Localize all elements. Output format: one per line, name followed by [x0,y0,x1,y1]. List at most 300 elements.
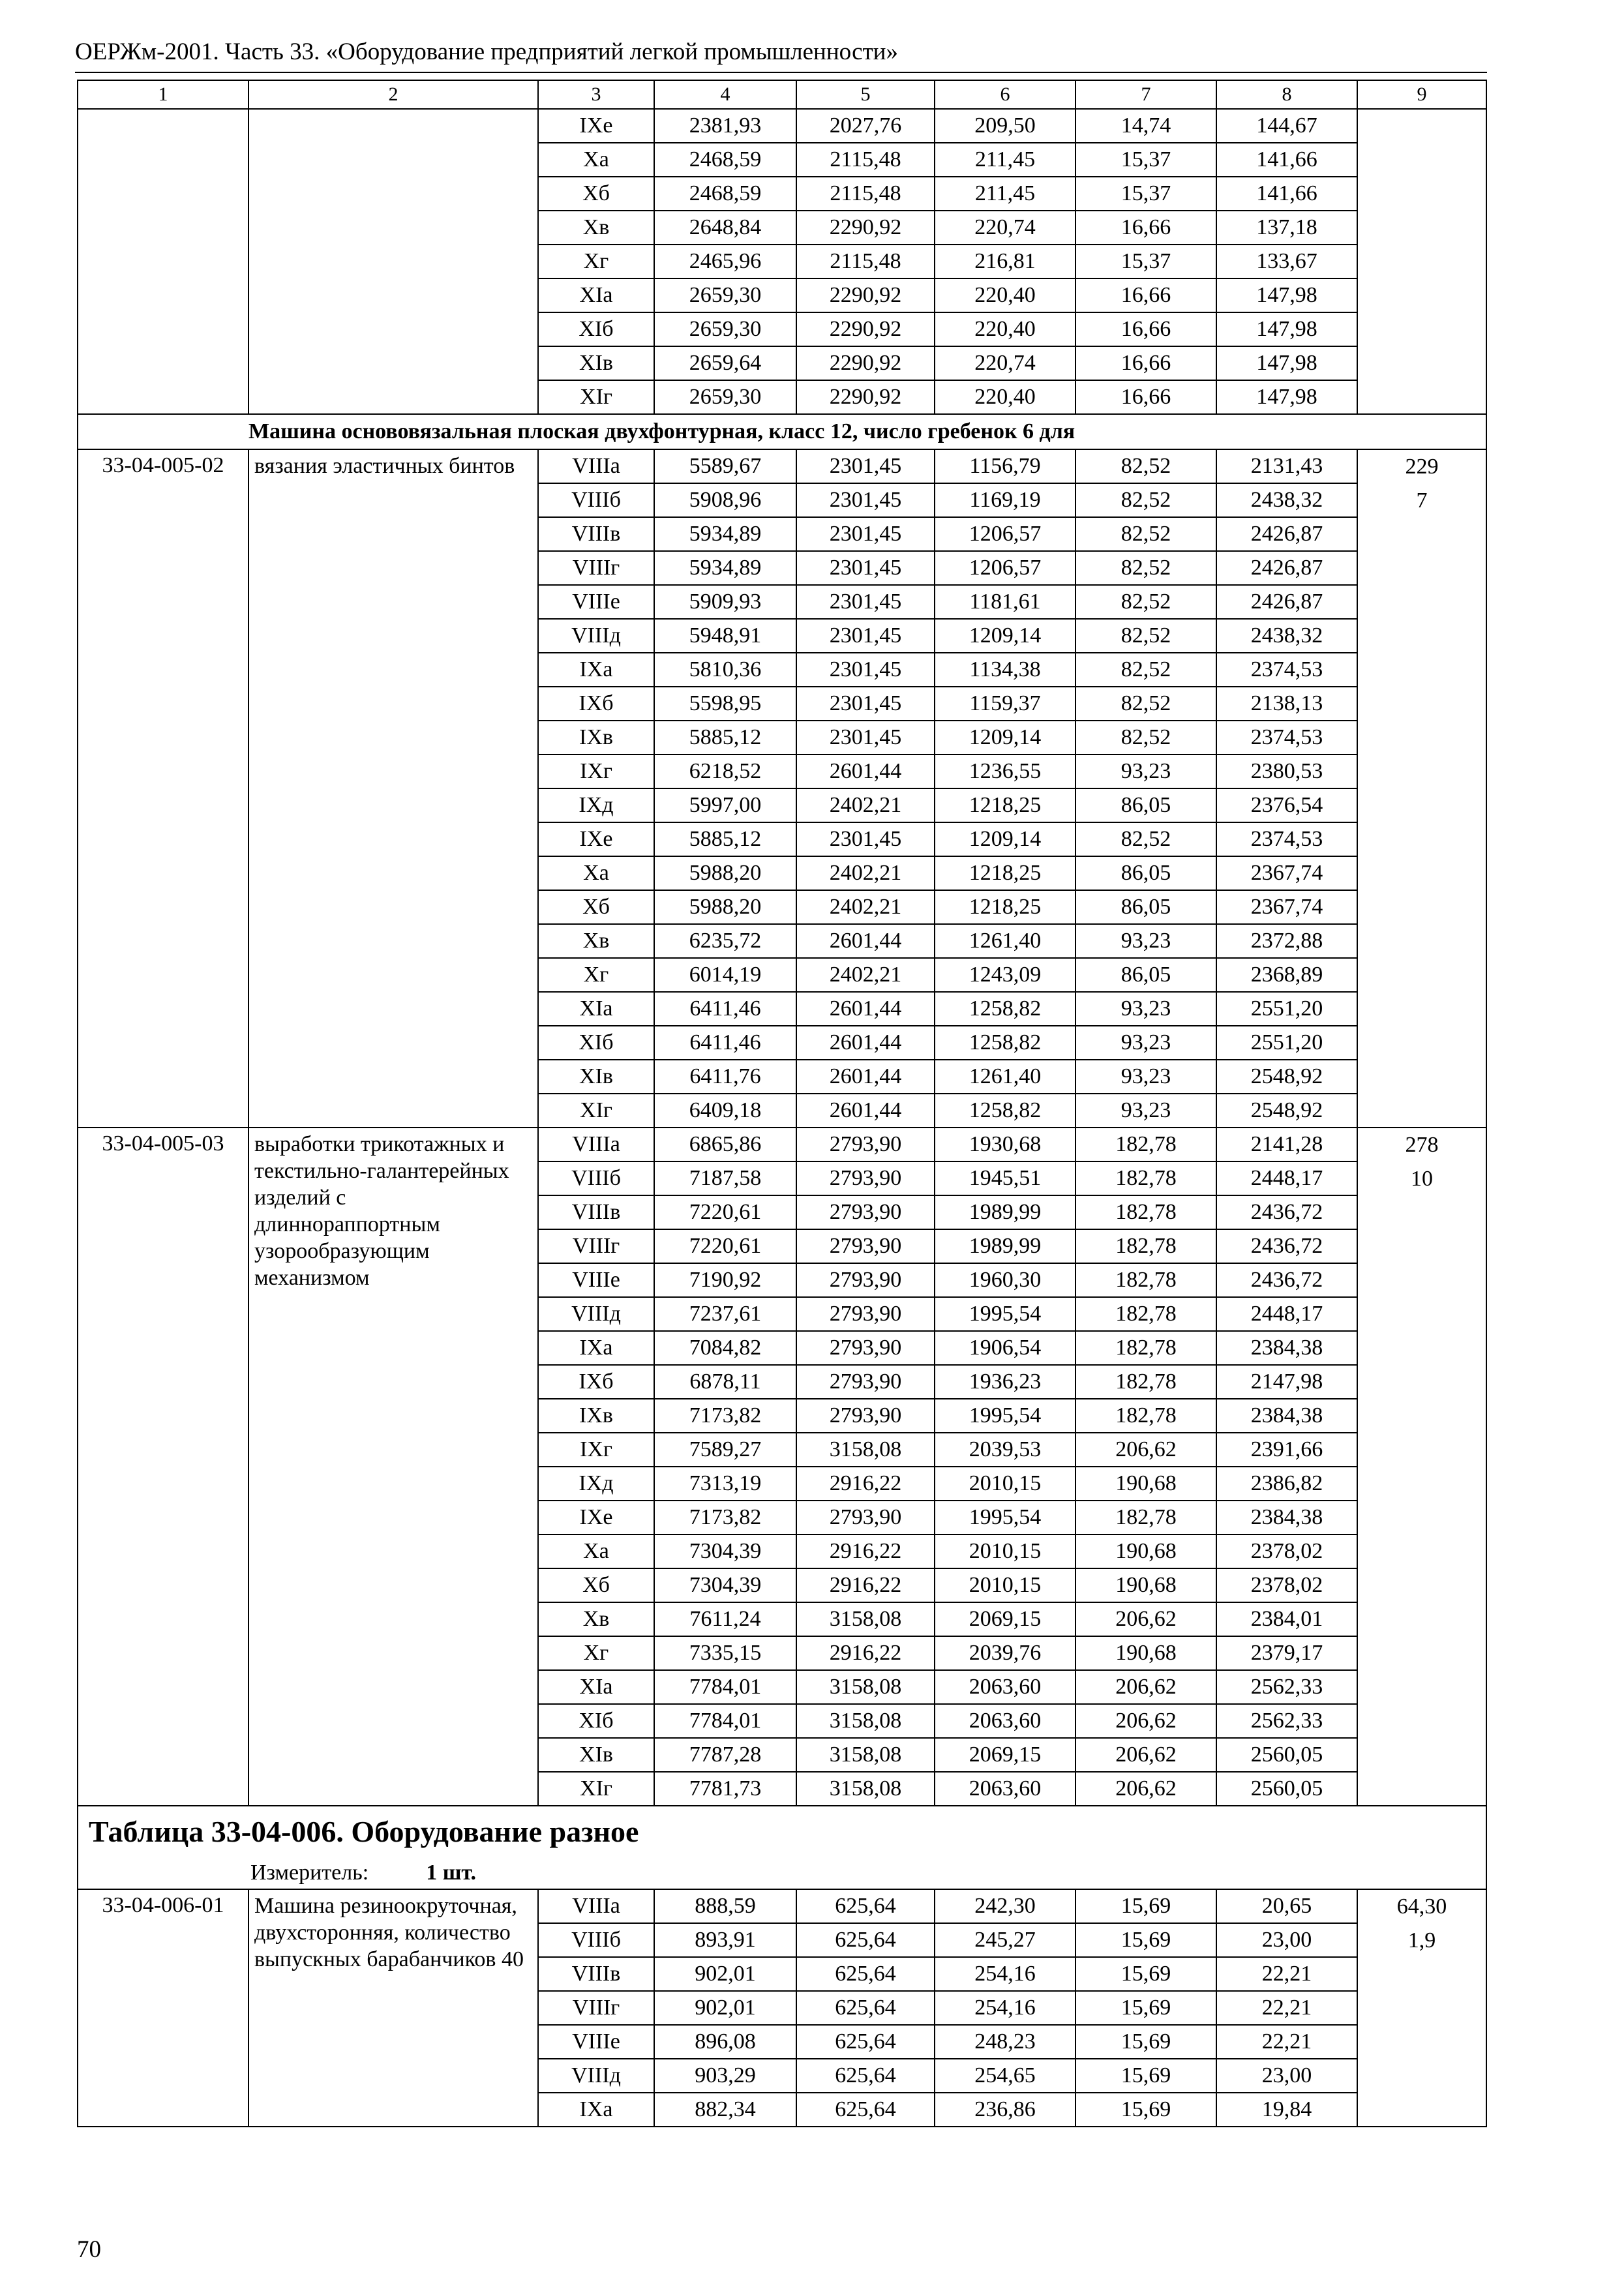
table-cell-value: 893,91 [654,1923,796,1957]
table-cell-value: 6218,52 [654,755,796,788]
table-cell-value: 2436,72 [1216,1195,1357,1229]
table-cell-value: 2601,44 [796,755,935,788]
table-cell-value: 93,23 [1075,924,1216,958]
row-code: 33-04-005-03 [78,1128,248,1806]
table-cell-region: XIа [538,278,654,312]
table-cell-value: 82,52 [1075,483,1216,517]
table-cell-value: 7787,28 [654,1738,796,1772]
table-cell-value: 1169,19 [935,483,1075,517]
table-cell-value: 182,78 [1075,1297,1216,1331]
table-cell-value: 2465,96 [654,245,796,278]
table-cell-value: 242,30 [935,1889,1075,1923]
table-cell-value: 19,84 [1216,2093,1357,2127]
table-cell-value: 2290,92 [796,346,935,380]
table-cell-value: 2374,53 [1216,721,1357,755]
table-cell-value: 82,52 [1075,585,1216,619]
table-cell-value: 2916,22 [796,1534,935,1568]
table-cell-value: 2551,20 [1216,992,1357,1026]
table-cell-value: 93,23 [1075,1026,1216,1060]
table-cell-value: 2301,45 [796,822,935,856]
table-cell-value: 2131,43 [1216,449,1357,483]
table-cell-value: 220,40 [935,278,1075,312]
table-cell-value: 7190,92 [654,1263,796,1297]
table-cell-value: 15,37 [1075,177,1216,211]
table-cell-region: XIб [538,312,654,346]
measure-label: Измеритель: [250,1861,369,1885]
table-cell-value: 2560,05 [1216,1738,1357,1772]
table-cell-value: 2384,38 [1216,1331,1357,1365]
table-cell-value: 7187,58 [654,1161,796,1195]
table-cell-region: Xб [538,177,654,211]
table-cell-value: 5885,12 [654,822,796,856]
table-cell-region: XIг [538,1772,654,1806]
table-cell-value: 2010,15 [935,1568,1075,1602]
table-cell-value: 5598,95 [654,687,796,721]
table-cell-value: 2916,22 [796,1467,935,1501]
machine-heading-row [78,414,1486,449]
table-cell-region: VIIIб [538,483,654,517]
table-cell-value: 1960,30 [935,1263,1075,1297]
table-cell-region: VIIIа [538,1128,654,1161]
row-code: 33-04-006-01 [78,1889,248,2127]
table-cell-region: XIг [538,1094,654,1128]
table-cell-value: 93,23 [1075,992,1216,1026]
table-cell-value: 2069,15 [935,1738,1075,1772]
table-cell-value: 14,74 [1075,109,1216,143]
table-cell-value: 86,05 [1075,958,1216,992]
table-cell-value: 2562,33 [1216,1704,1357,1738]
table-row [78,1128,1486,1161]
running-header: ОЕРЖм-2001. Часть 33. «Оборудование предприятий легкой промышленности» [75,38,898,65]
resource-cell [1357,109,1486,414]
resource-value: 229 [1405,455,1439,479]
table-cell-value: 206,62 [1075,1738,1216,1772]
table-cell-value: 216,81 [935,245,1075,278]
table-cell-value: 3158,08 [796,1772,935,1806]
table-cell-value: 896,08 [654,2025,796,2059]
table-cell-value: 1181,61 [935,585,1075,619]
table-cell-value: 141,66 [1216,143,1357,177]
table-cell-value: 82,52 [1075,517,1216,551]
table-cell-value: 2601,44 [796,924,935,958]
table-cell-region: VIIIа [538,449,654,483]
table-cell-value: 3158,08 [796,1738,935,1772]
table-cell-value: 2368,89 [1216,958,1357,992]
table-cell-value: 7220,61 [654,1229,796,1263]
table-cell-value: 625,64 [796,2025,935,2059]
table-cell-value: 15,37 [1075,143,1216,177]
table-title-row [78,1806,1486,1857]
table-cell-region: IXе [538,822,654,856]
table-cell-value: 2436,72 [1216,1229,1357,1263]
table-cell-value: 2793,90 [796,1263,935,1297]
table-cell-value: 82,52 [1075,721,1216,755]
table-cell-region: VIIIг [538,1991,654,2025]
table-cell-value: 182,78 [1075,1365,1216,1399]
table-cell-value: 2560,05 [1216,1772,1357,1806]
table-row [78,449,1486,483]
table-cell-value: 220,40 [935,380,1075,414]
table-cell-value: 2659,30 [654,312,796,346]
table-title: Таблица 33-04-006. Оборудование разное [78,1806,1486,1857]
table-cell-value: 2374,53 [1216,822,1357,856]
table-cell-value: 7173,82 [654,1399,796,1433]
table-cell-value: 2063,60 [935,1772,1075,1806]
table-cell-value: 144,67 [1216,109,1357,143]
table-cell-region: IXа [538,2093,654,2127]
table-cell-value: 7304,39 [654,1568,796,1602]
table-cell-value: 2391,66 [1216,1433,1357,1467]
table-cell-value: 15,69 [1075,1923,1216,1957]
table-cell-value: 15,69 [1075,1991,1216,2025]
table-cell-region: Xа [538,856,654,890]
table-cell-value: 1218,25 [935,890,1075,924]
table-cell-value: 2659,30 [654,278,796,312]
table-cell-value: 5589,67 [654,449,796,483]
table-cell-region: IXб [538,687,654,721]
table-cell-value: 137,18 [1216,211,1357,245]
table-cell-value: 2402,21 [796,958,935,992]
table-cell-value: 7313,19 [654,1467,796,1501]
resource-cell [1357,1128,1486,1806]
table-cell-value: 2793,90 [796,1297,935,1331]
table-cell-value: 882,34 [654,2093,796,2127]
table-cell-value: 2438,32 [1216,483,1357,517]
table-cell-value: 2426,87 [1216,551,1357,585]
table-cell-value: 206,62 [1075,1772,1216,1806]
table-cell-value: 1261,40 [935,1060,1075,1094]
table-cell-region: Xв [538,211,654,245]
row-name: вязания эластичных бинтов [248,449,538,1128]
table-cell-value: 20,65 [1216,1889,1357,1923]
table-cell-value: 7781,73 [654,1772,796,1806]
table-cell-value: 2115,48 [796,245,935,278]
table-cell-value: 1218,25 [935,856,1075,890]
table-cell-value: 15,37 [1075,245,1216,278]
table-cell-value: 1159,37 [935,687,1075,721]
table-cell-value: 1930,68 [935,1128,1075,1161]
table-cell-value: 2426,87 [1216,517,1357,551]
table-cell-value: 625,64 [796,1889,935,1923]
table-cell-value: 220,40 [935,312,1075,346]
table-cell-value: 2290,92 [796,380,935,414]
table-cell-value: 2381,93 [654,109,796,143]
row-code: 33-04-005-02 [78,449,248,1128]
table-cell-value: 2468,59 [654,143,796,177]
table-row [78,109,1486,143]
table-cell-value: 2374,53 [1216,653,1357,687]
table-cell-value: 5934,89 [654,551,796,585]
table-cell-value: 236,86 [935,2093,1075,2127]
table-cell-value: 7784,01 [654,1704,796,1738]
table-cell-value: 6878,11 [654,1365,796,1399]
table-cell-value: 2290,92 [796,312,935,346]
table-cell-value: 82,52 [1075,619,1216,653]
table-cell-value: 1206,57 [935,551,1075,585]
table-cell-value: 2063,60 [935,1704,1075,1738]
table-cell-value: 211,45 [935,177,1075,211]
table-cell-value: 15,69 [1075,2025,1216,2059]
table-cell-value: 2301,45 [796,551,935,585]
table-cell-value: 1209,14 [935,619,1075,653]
table-cell-value: 5810,36 [654,653,796,687]
table-cell-value: 2301,45 [796,449,935,483]
table-cell-region: VIIIг [538,551,654,585]
table-cell-region: VIIIв [538,1195,654,1229]
table-cell-value: 2562,33 [1216,1670,1357,1704]
table-cell-value: 1134,38 [935,653,1075,687]
table-cell-value: 254,16 [935,1957,1075,1991]
table-cell-value: 2378,02 [1216,1534,1357,1568]
table-cell-value: 182,78 [1075,1263,1216,1297]
table-cell-value: 2793,90 [796,1229,935,1263]
table-cell-value: 2290,92 [796,278,935,312]
table-cell-value: 15,69 [1075,1957,1216,1991]
table-cell-region: IXг [538,755,654,788]
column-number-row [78,80,1486,109]
table-cell-value: 5948,91 [654,619,796,653]
table-cell-region: IXв [538,1399,654,1433]
table-cell-value: 190,68 [1075,1636,1216,1670]
table-cell-region: Xа [538,1534,654,1568]
table-cell-value: 190,68 [1075,1467,1216,1501]
table-cell-value: 2601,44 [796,1026,935,1060]
table-cell-value: 2402,21 [796,856,935,890]
table-cell-value: 2039,53 [935,1433,1075,1467]
measure-cell [78,1857,1486,1889]
machine-heading [78,414,1486,449]
table-cell-value: 182,78 [1075,1195,1216,1229]
table-cell-value: 625,64 [796,2093,935,2127]
resource-cell [1357,449,1486,1128]
table-cell-value: 7335,15 [654,1636,796,1670]
resource-value: 7 [1416,488,1428,513]
table-cell-value: 16,66 [1075,380,1216,414]
table-cell-value: 182,78 [1075,1501,1216,1534]
column-number: 4 [654,80,796,109]
table-cell-region: Xв [538,1602,654,1636]
table-cell-value: 245,27 [935,1923,1075,1957]
table-cell-value: 625,64 [796,1957,935,1991]
table-cell-value: 2601,44 [796,1060,935,1094]
resource-value: 1,9 [1407,1928,1436,1952]
column-number: 5 [796,80,935,109]
table-cell-value: 2376,54 [1216,788,1357,822]
table-cell-value: 2147,98 [1216,1365,1357,1399]
table-cell-value: 2551,20 [1216,1026,1357,1060]
table-cell-region: XIв [538,1060,654,1094]
table-cell-value: 1236,55 [935,755,1075,788]
table-cell-value: 22,21 [1216,1991,1357,2025]
table-cell-value: 133,67 [1216,245,1357,278]
table-cell-value: 182,78 [1075,1399,1216,1433]
measure-value: 1 шт. [426,1861,477,1885]
table-cell-region: IXг [538,1433,654,1467]
table-cell-value: 625,64 [796,2059,935,2093]
price-table [77,80,1487,2127]
table-cell-value: 5885,12 [654,721,796,755]
table-cell-value: 22,21 [1216,1957,1357,1991]
table-cell-value: 254,16 [935,1991,1075,2025]
table-cell-value: 22,21 [1216,2025,1357,2059]
table-cell-value: 16,66 [1075,312,1216,346]
table-cell-value: 2438,32 [1216,619,1357,653]
table-cell-value: 2436,72 [1216,1263,1357,1297]
table-cell-value: 23,00 [1216,1923,1357,1957]
table-cell-region: Xв [538,924,654,958]
table-cell-region: Xг [538,958,654,992]
table-cell-value: 2069,15 [935,1602,1075,1636]
table-cell-value: 1995,54 [935,1501,1075,1534]
table-cell-value: 190,68 [1075,1534,1216,1568]
table-cell-value: 93,23 [1075,1094,1216,1128]
table-cell-value: 2402,21 [796,788,935,822]
table-cell-value: 3158,08 [796,1602,935,1636]
table-cell-value: 2916,22 [796,1568,935,1602]
table-cell-region: VIIIв [538,1957,654,1991]
table-cell-value: 206,62 [1075,1433,1216,1467]
table-cell-value: 2384,38 [1216,1501,1357,1534]
table-cell-value: 2448,17 [1216,1297,1357,1331]
table-cell-value: 206,62 [1075,1602,1216,1636]
table-row [78,1889,1486,1923]
table-cell-value: 82,52 [1075,687,1216,721]
table-cell-value: 7084,82 [654,1331,796,1365]
table-cell-value: 211,45 [935,143,1075,177]
row-name [248,109,538,414]
table-cell-value: 2301,45 [796,619,935,653]
table-cell-value: 625,64 [796,1991,935,2025]
table-cell-value: 902,01 [654,1957,796,1991]
table-cell-value: 141,66 [1216,177,1357,211]
table-cell-value: 2793,90 [796,1399,935,1433]
column-number: 9 [1357,80,1486,109]
table-cell-value: 2380,53 [1216,755,1357,788]
table-cell-value: 248,23 [935,2025,1075,2059]
table-cell-value: 1209,14 [935,721,1075,755]
table-cell-value: 1206,57 [935,517,1075,551]
column-number: 3 [538,80,654,109]
table-cell-value: 7589,27 [654,1433,796,1467]
table-body [78,80,1486,2127]
table-cell-region: VIIIе [538,2025,654,2059]
table-cell-region: XIа [538,1670,654,1704]
table-cell-value: 2402,21 [796,890,935,924]
table-cell-value: 2793,90 [796,1365,935,1399]
table-cell-region: Xг [538,1636,654,1670]
table-cell-value: 2426,87 [1216,585,1357,619]
table-cell-value: 2372,88 [1216,924,1357,958]
table-cell-value: 2648,84 [654,211,796,245]
table-cell-value: 1218,25 [935,788,1075,822]
table-cell-region: IXе [538,1501,654,1534]
table-cell-value: 2115,48 [796,143,935,177]
table-cell-region: Xб [538,890,654,924]
table-cell-region: IXа [538,1331,654,1365]
table-cell-value: 3158,08 [796,1433,935,1467]
table-cell-value: 2027,76 [796,109,935,143]
table-cell-value: 625,64 [796,1923,935,1957]
table-cell-region: Xа [538,143,654,177]
table-cell-value: 206,62 [1075,1704,1216,1738]
table-cell-value: 2290,92 [796,211,935,245]
table-cell-region: VIIIд [538,619,654,653]
table-cell-value: 86,05 [1075,788,1216,822]
table-cell-value: 2386,82 [1216,1467,1357,1501]
table-cell-value: 6409,18 [654,1094,796,1128]
table-cell-value: 3158,08 [796,1704,935,1738]
table-cell-value: 2301,45 [796,653,935,687]
table-cell-value: 1209,14 [935,822,1075,856]
row-code [78,109,248,414]
table-cell-value: 15,69 [1075,2059,1216,2093]
table-cell-value: 2793,90 [796,1501,935,1534]
table-cell-region: VIIIд [538,1297,654,1331]
table-cell-value: 182,78 [1075,1161,1216,1195]
table-cell-value: 220,74 [935,211,1075,245]
page-number: 70 [77,2236,101,2263]
table-cell-value: 6411,46 [654,992,796,1026]
table-cell-value: 82,52 [1075,551,1216,585]
table-cell-value: 5934,89 [654,517,796,551]
row-name: Машина резиноокруточная, двухсторонняя, количество выпускных барабанчиков 40 [248,1889,538,2127]
table-cell-value: 86,05 [1075,890,1216,924]
table-cell-value: 5997,00 [654,788,796,822]
table-cell-value: 182,78 [1075,1331,1216,1365]
table-cell-value: 2301,45 [796,721,935,755]
table-cell-value: 147,98 [1216,346,1357,380]
table-cell-value: 1995,54 [935,1297,1075,1331]
column-number: 6 [935,80,1075,109]
table-cell-value: 2548,92 [1216,1060,1357,1094]
table-cell-value: 2659,64 [654,346,796,380]
table-cell-value: 16,66 [1075,346,1216,380]
table-cell-value: 2301,45 [796,687,935,721]
table-cell-value: 82,52 [1075,822,1216,856]
table-cell-value: 2384,38 [1216,1399,1357,1433]
table-cell-value: 2378,02 [1216,1568,1357,1602]
table-cell-region: Xб [538,1568,654,1602]
table-cell-region: XIг [538,380,654,414]
table-cell-value: 5908,96 [654,483,796,517]
table-cell-value: 2793,90 [796,1195,935,1229]
table-cell-value: 2301,45 [796,517,935,551]
table-cell-region: VIIIд [538,2059,654,2093]
column-number: 1 [78,80,248,109]
table-cell-value: 86,05 [1075,856,1216,890]
table-cell-value: 182,78 [1075,1229,1216,1263]
table-cell-value: 902,01 [654,1991,796,2025]
table-cell-value: 7173,82 [654,1501,796,1534]
table-cell-value: 3158,08 [796,1670,935,1704]
table-cell-region: VIIIе [538,1263,654,1297]
table-cell-value: 5988,20 [654,890,796,924]
table-cell-value: 2301,45 [796,585,935,619]
table-cell-value: 2063,60 [935,1670,1075,1704]
table-cell-value: 1261,40 [935,924,1075,958]
table-cell-value: 2448,17 [1216,1161,1357,1195]
table-cell-value: 147,98 [1216,312,1357,346]
table-cell-value: 2384,01 [1216,1602,1357,1636]
table-cell-value: 2916,22 [796,1636,935,1670]
table-cell-value: 2039,76 [935,1636,1075,1670]
table-cell-value: 23,00 [1216,2059,1357,2093]
resource-value: 10 [1411,1167,1433,1191]
column-number: 8 [1216,80,1357,109]
table-cell-value: 7237,61 [654,1297,796,1331]
table-cell-region: IXд [538,788,654,822]
table-cell-region: IXе [538,109,654,143]
